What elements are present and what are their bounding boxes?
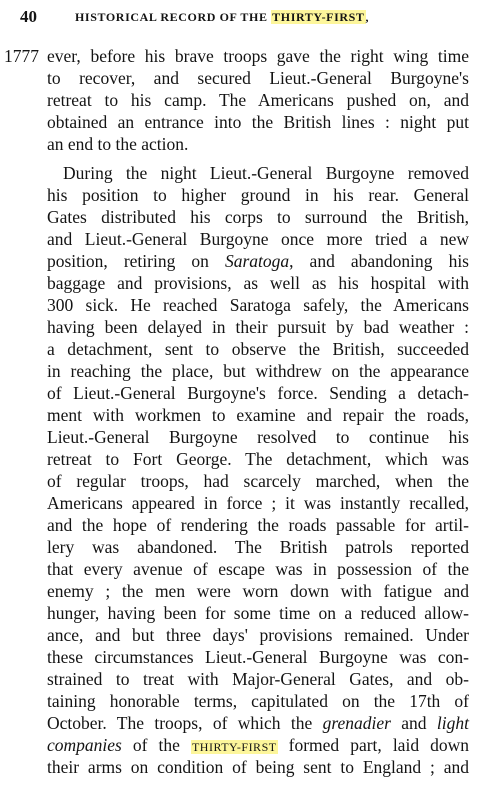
text-line: Americans appeared in force ; it was instantly recalled, [47, 493, 469, 513]
highlighted-text: THIRTY-FIRST [191, 740, 277, 754]
text-line: Gates distributed his corps to surround the British, [47, 207, 469, 227]
text-line: ment with workmen to examine and repair the roads, [47, 405, 469, 425]
text-line [47, 712, 469, 734]
text-segment: and [390, 713, 437, 733]
running-header [20, 7, 475, 31]
text-line: During the night Lieut.-General Burgoyne removed [63, 163, 469, 183]
text-segment: formed part, laid down [277, 735, 469, 755]
text-line: retreat to his camp. The Americans pushed on, and [47, 90, 469, 110]
text-line [47, 250, 469, 272]
running-head-suffix: , [365, 10, 370, 24]
page-number: 40 [20, 7, 37, 26]
text-line: and the hope of rendering the roads passable for artil- [47, 515, 469, 535]
text-line: ever, before his brave troops gave the right wing time [47, 46, 469, 66]
text-line: an end to the action. [47, 134, 189, 154]
text-line: his position to higher ground in his rear. General [47, 185, 469, 205]
text-line: in reaching the place, but withdrew on the appearance [47, 361, 469, 381]
text-line: 300 sick. He reached Saratoga safely, the Americans [47, 295, 469, 315]
text-line: retreat to Fort George. The detachment, which was [47, 449, 469, 469]
text-line: baggage and provisions, as well as his hospital with [47, 273, 469, 293]
text-segment: position, retiring on [47, 251, 225, 271]
text-line: these circumstances Lieut.-General Burgoyne was con- [47, 647, 469, 667]
text-line: strained to treat with Major-General Gates, and ob- [47, 669, 469, 689]
text-segment: October. The troops, of which the [47, 713, 323, 733]
text-line: a detachment, sent to observe the British, succeeded [47, 339, 469, 359]
text-line: obtained an entrance into the British lines : night put [47, 112, 469, 132]
text-line: enemy ; the men were worn down with fatigue and [47, 581, 469, 601]
paragraph-gap [47, 155, 469, 162]
text-line: lery was abandoned. The British patrols reported [47, 537, 469, 557]
margin-year: 1777 [4, 46, 39, 66]
text-segment: of the [121, 735, 191, 755]
text-line: taining honorable terms, capitulated on the 17th of [47, 691, 469, 711]
text-line: their arms on condition of being sent to England ; and [47, 757, 469, 777]
running-head-highlight: THIRTY-FIRST [272, 10, 365, 24]
text-line: to recover, and secured Lieut.-General Burgoyne's [47, 68, 469, 88]
text-line: ance, and but three days' provisions remained. Under [47, 625, 469, 645]
text-line: and Lieut.-General Burgoyne once more tried a new [47, 229, 469, 249]
text-line: Lieut.-General Burgoyne resolved to continue his [47, 427, 469, 447]
text-segment: , and abandoning his [289, 251, 469, 271]
italic-text: grenadier [322, 713, 391, 733]
text-line [47, 734, 469, 756]
running-head-prefix: HISTORICAL RECORD OF THE [75, 10, 272, 24]
running-head-title [75, 10, 369, 25]
text-line: of regular troops, had scarcely marched, when the [47, 471, 469, 491]
text-line: having been delayed in their pursuit by bad weather : [47, 317, 469, 337]
text-line: that every avenue of escape was in possession of the [47, 559, 469, 579]
text-line: of Lieut.-General Burgoyne's force. Sending a detach- [47, 383, 469, 403]
text-line: hunger, having been for some time on a reduced allow- [47, 603, 469, 623]
italic-text: light [436, 713, 469, 733]
body-text [47, 45, 469, 778]
italic-text: companies [47, 735, 122, 755]
italic-text: Saratoga [224, 251, 290, 271]
